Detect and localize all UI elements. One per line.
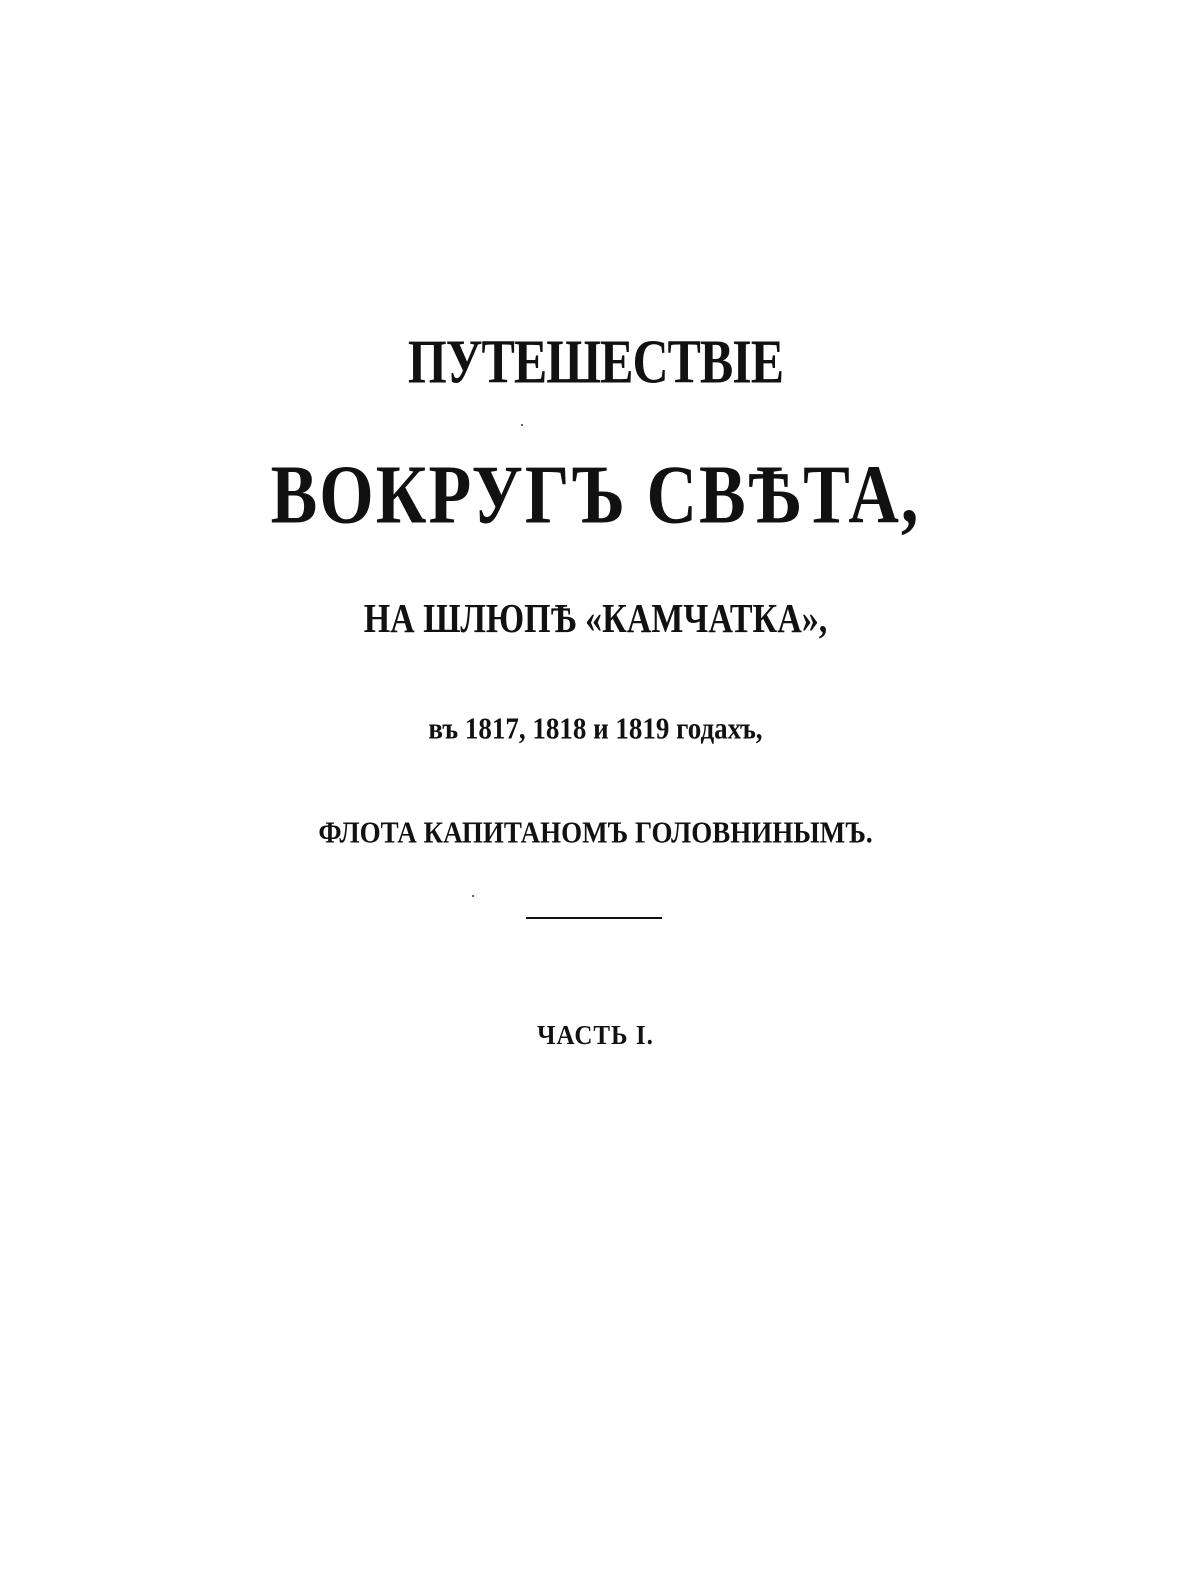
author-line: ФЛОТА КАПИТАНОМЪ ГОЛОВНИНЫМЪ. xyxy=(318,815,873,850)
print-speck xyxy=(521,424,523,426)
part-label: ЧАСТЬ I. xyxy=(537,1021,654,1051)
subtitle-ship: НА ШЛЮПѢ «КАМЧАТКА», xyxy=(363,597,828,642)
title-line-1: ПУТЕШЕСТВІЕ xyxy=(407,326,784,397)
subtitle-years: въ 1817, 1818 и 1819 годахъ, xyxy=(428,711,763,746)
divider-rule xyxy=(526,917,662,919)
title-line-2: ВОКРУГЪ СВѢТА, xyxy=(270,449,921,542)
print-speck xyxy=(472,895,474,897)
